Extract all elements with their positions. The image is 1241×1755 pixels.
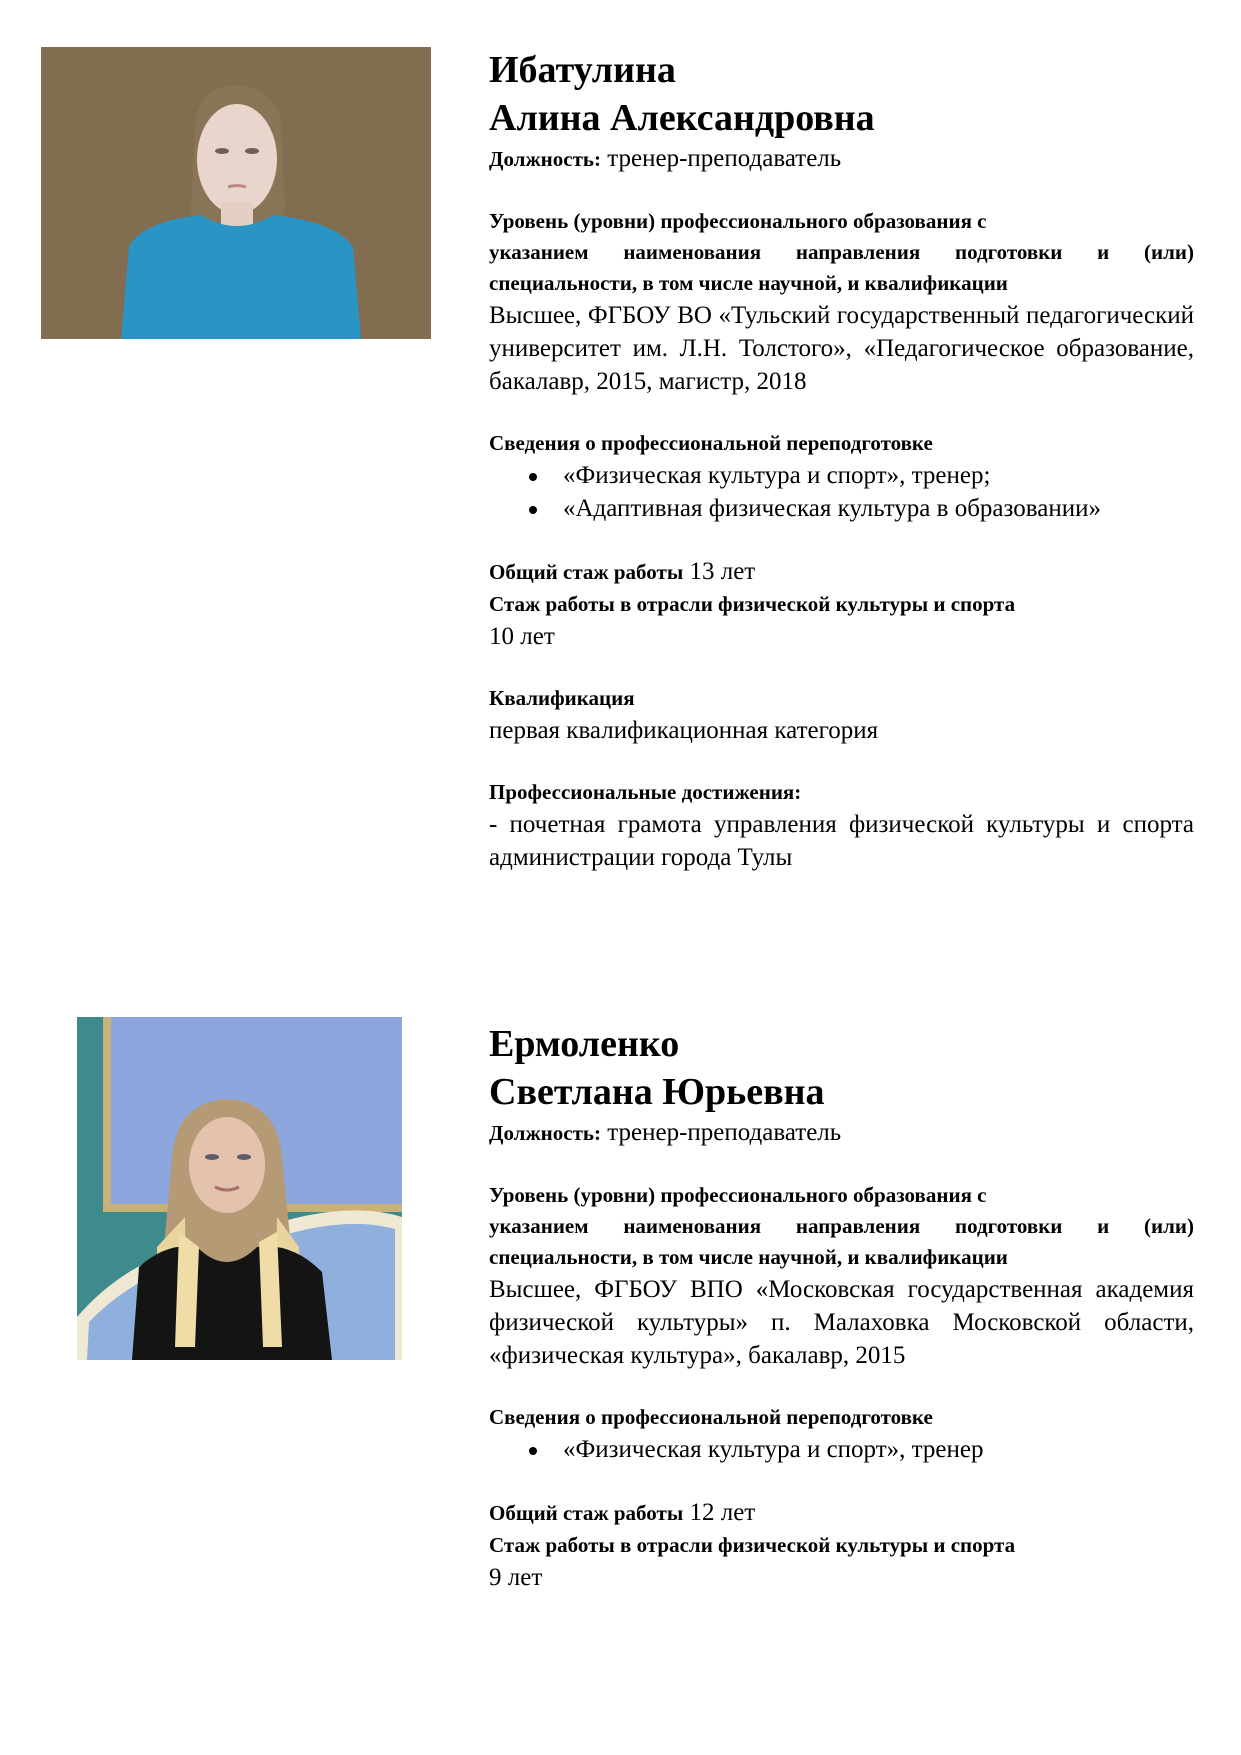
- education-value: Высшее, ФГБОУ ВО «Тульский государственный педагогический университет им. Л.Н. Толстого», «Педагогическое образование, бакалавр, 2015, магистр, 2018: [489, 302, 1194, 395]
- position-row: [489, 1116, 1194, 1150]
- total-experience-row: [489, 1496, 1194, 1530]
- retraining-item: [489, 1433, 1194, 1466]
- position-value: тренер-преподаватель: [607, 1119, 842, 1146]
- education-label-line-2: указанием наименования направления подготовки и (или): [489, 1214, 1194, 1238]
- total-experience-label: Общий стаж работы: [489, 1501, 684, 1525]
- profile-given-names: Алина Александровна: [489, 97, 875, 139]
- position-label: Должность:: [489, 147, 602, 171]
- retraining-item-text: «Адаптивная физическая культура в образовании»: [563, 495, 1101, 522]
- education-label-line-1: Уровень (уровни) профессионального образования с: [489, 209, 987, 233]
- profile-given-names: Светлана Юрьевна: [489, 1071, 825, 1113]
- education-label-line-3: специальности, в том числе научной, и квалификации: [489, 271, 1008, 295]
- portrait-image: [77, 1017, 402, 1360]
- profile-ibatulina: [489, 46, 1194, 874]
- top-shape: [132, 1246, 332, 1360]
- achievements-value: - почетная грамота управления физической культуры и спорта администрации города Тулы: [489, 811, 1194, 871]
- retraining-item: [489, 492, 1194, 525]
- retraining-list: [489, 1433, 1194, 1466]
- qualification-value: первая квалификационная категория: [489, 717, 879, 744]
- retraining-list: [489, 459, 1194, 525]
- profile-surname: Ибатулина: [489, 49, 676, 91]
- retraining-label: Сведения о профессиональной переподготовке: [489, 431, 933, 455]
- profile-photo-ibatulina: [41, 47, 431, 339]
- bullet-icon: [529, 473, 537, 481]
- total-experience-value: 13 лет: [689, 558, 756, 585]
- total-experience-label: Общий стаж работы: [489, 560, 684, 584]
- position-value: тренер-преподаватель: [607, 145, 842, 172]
- retraining-item-text: «Физическая культура и спорт», тренер: [563, 1436, 984, 1463]
- face-shape: [189, 1117, 265, 1213]
- bullet-icon: [529, 1447, 537, 1455]
- shirt-shape: [121, 215, 361, 339]
- education-label-line-3: специальности, в том числе научной, и квалификации: [489, 1245, 1008, 1269]
- total-experience-row: [489, 555, 1194, 589]
- achievements-label: Профессиональные достижения:: [489, 780, 802, 804]
- sport-experience-value: 9 лет: [489, 1564, 543, 1591]
- profile-surname: Ермоленко: [489, 1023, 680, 1065]
- education-label-line-1: Уровень (уровни) профессионального образования с: [489, 1183, 987, 1207]
- education-label-line-2: указанием наименования направления подготовки и (или): [489, 240, 1194, 264]
- total-experience-value: 12 лет: [689, 1499, 756, 1526]
- position-row: [489, 142, 1194, 176]
- education-value: Высшее, ФГБОУ ВПО «Московская государственная академия физической культуры» п. Малаховка Московской области, «физическая культура», бакалавр, 2015: [489, 1276, 1194, 1369]
- profile-photo-ermolenko: [77, 1017, 402, 1360]
- retraining-item: [489, 459, 1194, 492]
- bullet-icon: [529, 506, 537, 514]
- face-shape: [197, 104, 277, 214]
- portrait-image: [41, 47, 431, 339]
- sport-experience-label: Стаж работы в отрасли физической культуры и спорта: [489, 1533, 1016, 1557]
- profile-ermolenko: [489, 1020, 1194, 1594]
- qualification-label: Квалификация: [489, 686, 635, 710]
- position-label: Должность:: [489, 1121, 602, 1145]
- sport-experience-label: Стаж работы в отрасли физической культуры и спорта: [489, 592, 1016, 616]
- retraining-label: Сведения о профессиональной переподготовке: [489, 1405, 933, 1429]
- sport-experience-value: 10 лет: [489, 623, 555, 650]
- retraining-item-text: «Физическая культура и спорт», тренер;: [563, 462, 991, 489]
